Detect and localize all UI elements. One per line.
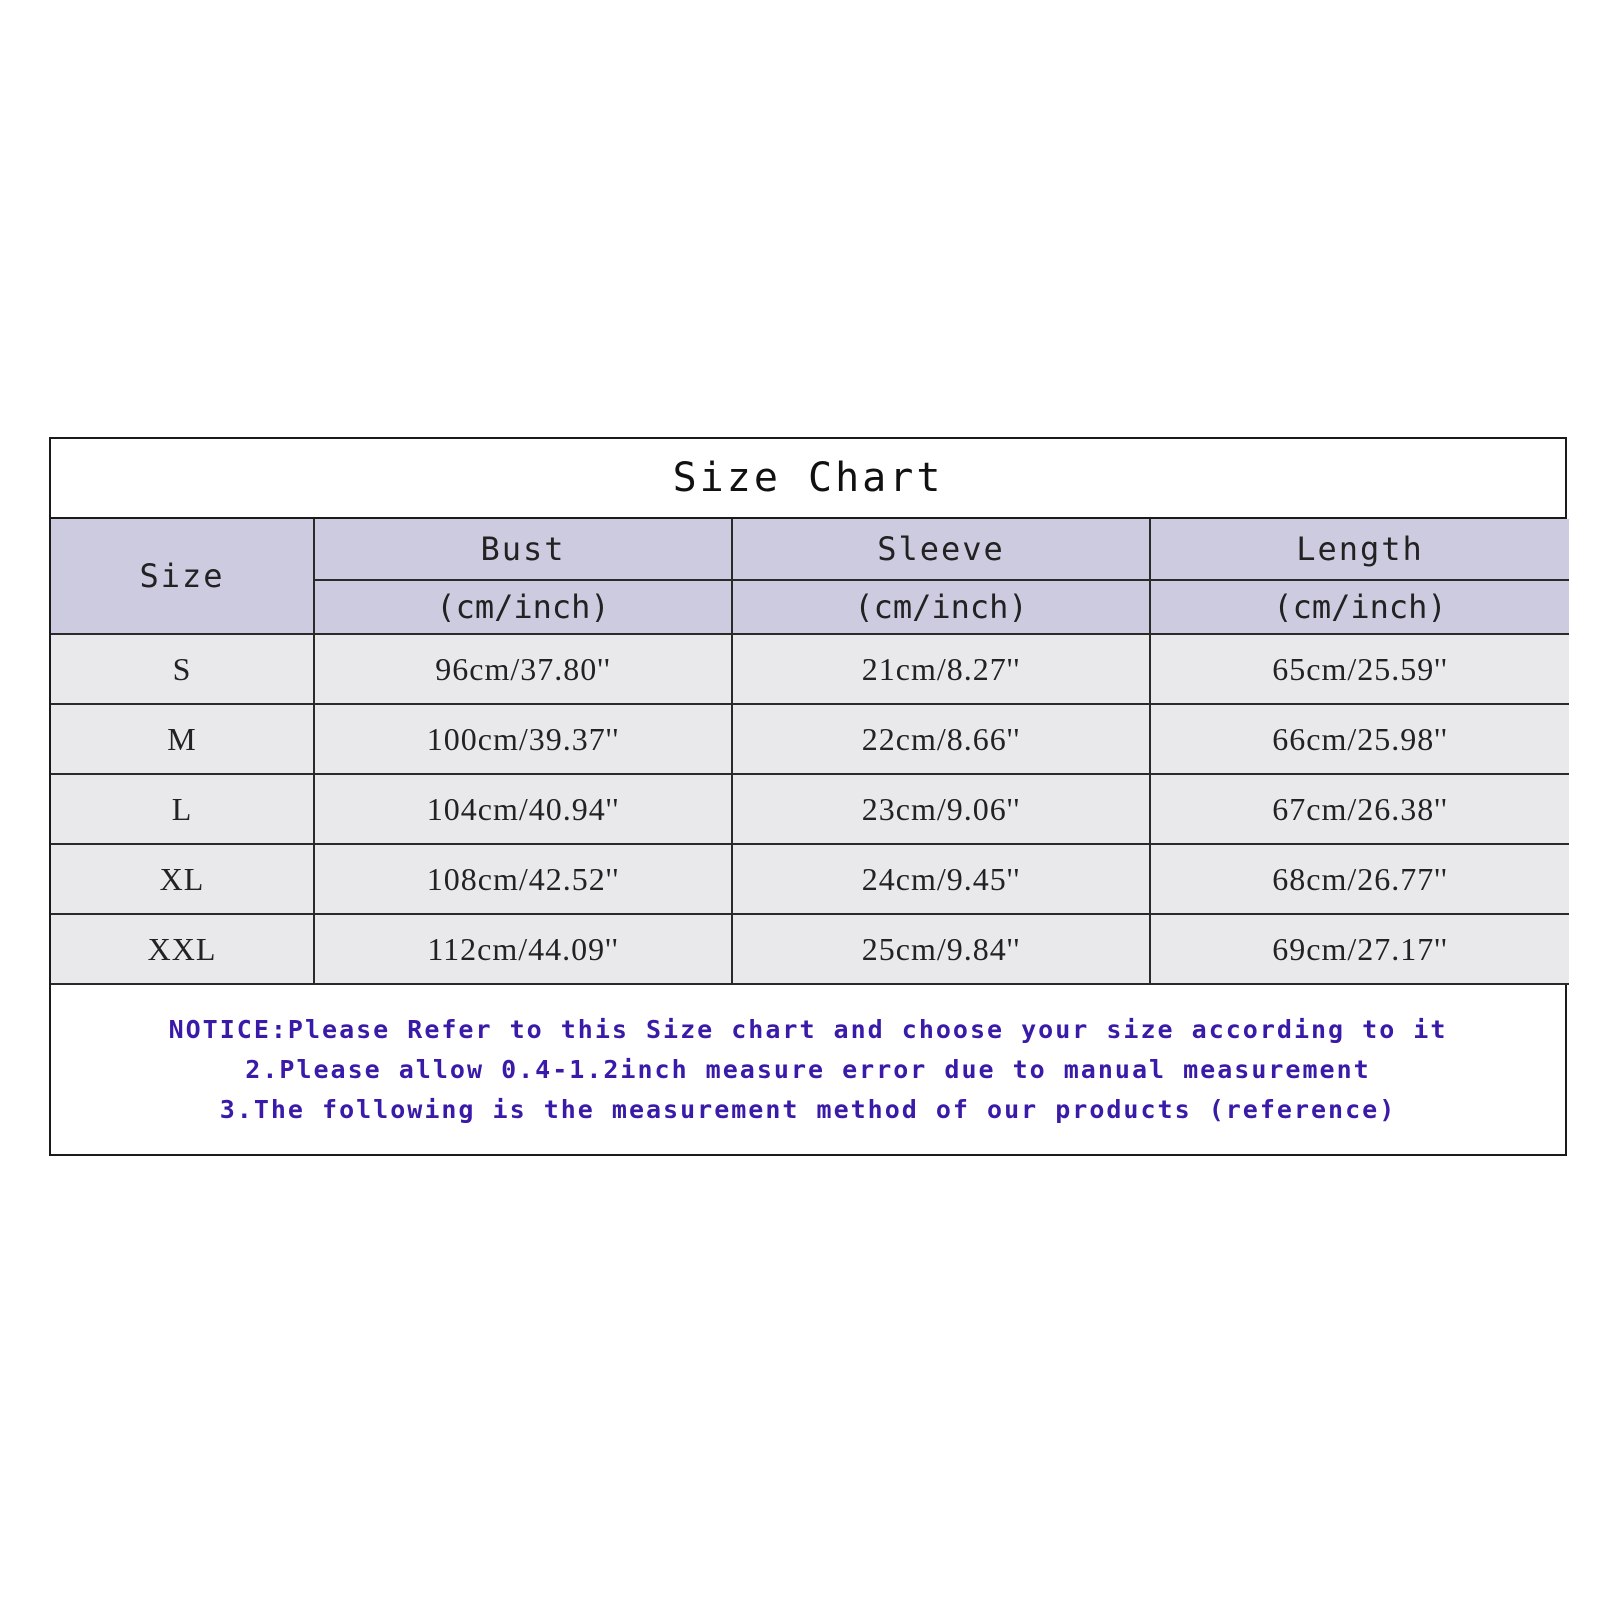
table-row bbox=[51, 774, 1569, 844]
table-row bbox=[51, 844, 1569, 914]
table-row bbox=[51, 704, 1569, 774]
notice-line: 3.The following is the measurement method of our products (reference) bbox=[219, 1095, 1397, 1124]
sleeve-cell: 24cm/9.45'' bbox=[732, 844, 1150, 914]
sleeve-cell: 23cm/9.06'' bbox=[732, 774, 1150, 844]
bust-cell: 108cm/42.52'' bbox=[314, 844, 732, 914]
unit-label-sleeve: (cm/inch) bbox=[732, 580, 1150, 634]
notice-line: 2.Please allow 0.4-1.2inch measure error due to manual measurement bbox=[245, 1055, 1371, 1084]
size-cell: M bbox=[51, 704, 314, 774]
bust-cell: 112cm/44.09'' bbox=[314, 914, 732, 984]
length-cell: 65cm/25.59'' bbox=[1150, 634, 1569, 704]
length-cell: 68cm/26.77'' bbox=[1150, 844, 1569, 914]
bust-cell: 96cm/37.80'' bbox=[314, 634, 732, 704]
bust-cell: 104cm/40.94'' bbox=[314, 774, 732, 844]
size-cell: XXL bbox=[51, 914, 314, 984]
unit-label-bust: (cm/inch) bbox=[314, 580, 732, 634]
table-row bbox=[51, 634, 1569, 704]
unit-label-length: (cm/inch) bbox=[1150, 580, 1569, 634]
column-header-sleeve: Sleeve bbox=[732, 519, 1150, 580]
bust-cell: 100cm/39.37'' bbox=[314, 704, 732, 774]
size-cell: S bbox=[51, 634, 314, 704]
size-cell: XL bbox=[51, 844, 314, 914]
column-header-length: Length bbox=[1150, 519, 1569, 580]
length-cell: 67cm/26.38'' bbox=[1150, 774, 1569, 844]
notice-block bbox=[51, 985, 1565, 1155]
table-row bbox=[51, 914, 1569, 984]
size-cell: L bbox=[51, 774, 314, 844]
column-header-size: Size bbox=[51, 519, 314, 634]
length-cell: 66cm/25.98'' bbox=[1150, 704, 1569, 774]
notice-line: NOTICE:Please Refer to this Size chart and choose your size according to it bbox=[168, 1015, 1448, 1044]
header-row bbox=[51, 519, 1569, 580]
chart-title: Size Chart bbox=[51, 439, 1565, 519]
size-table bbox=[51, 519, 1569, 985]
sleeve-cell: 25cm/9.84'' bbox=[732, 914, 1150, 984]
size-chart bbox=[49, 437, 1567, 1156]
column-header-bust: Bust bbox=[314, 519, 732, 580]
length-cell: 69cm/27.17'' bbox=[1150, 914, 1569, 984]
sleeve-cell: 21cm/8.27'' bbox=[732, 634, 1150, 704]
sleeve-cell: 22cm/8.66'' bbox=[732, 704, 1150, 774]
